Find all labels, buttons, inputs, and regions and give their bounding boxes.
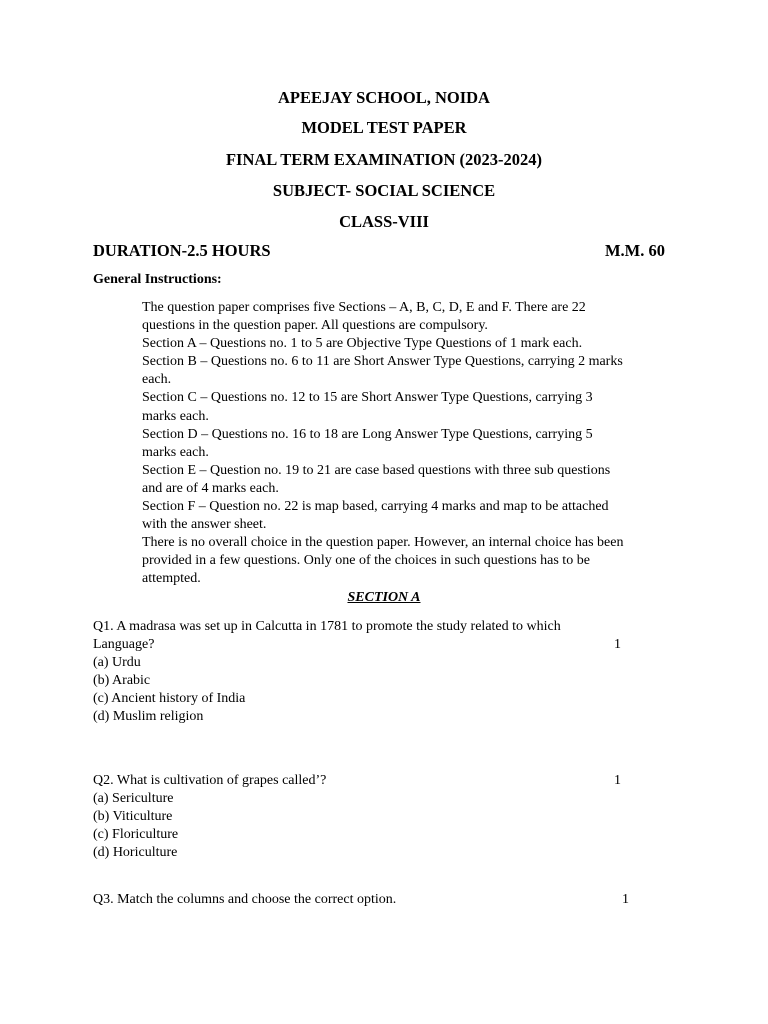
question-1 [93,618,633,727]
instruction-line: There is no overall choice in the question paper. However, an internal choice has been [142,535,624,551]
question-1-text: Q1. A madrasa was set up in Calcutta in 1781 to promote the study related to which [93,619,561,634]
question-2-option-d: (d) Horiculture [93,845,178,861]
exam-title: FINAL TERM EXAMINATION (2023-2024) [225,150,543,169]
class-title: CLASS-VIII [339,212,429,231]
question-1-option-a: (a) Urdu [93,655,141,671]
instruction-line: Section B – Questions no. 6 to 11 are Short Answer Type Questions, carrying 2 marks [142,354,623,370]
instruction-line: with the answer sheet. [142,517,267,533]
school-name: APEEJAY SCHOOL, NOIDA [278,88,490,107]
instruction-line: Section D – Questions no. 16 to 18 are Long Answer Type Questions, carrying 5 [142,426,593,442]
instruction-line: and are of 4 marks each. [142,480,279,496]
instruction-line: Section E – Question no. 19 to 21 are case based questions with three sub questions [142,462,611,478]
paper-title: MODEL TEST PAPER [301,118,467,137]
question-1-option-d: (d) Muslim religion [93,709,204,725]
question-3 [93,891,638,909]
question-1-option-b: (b) Arabic [93,673,151,689]
duration-row [93,241,665,263]
instruction-line: provided in a few questions. Only one of the choices in such questions has to be [142,553,590,569]
instructions-list [142,299,687,589]
instruction-line: marks each. [142,408,209,424]
question-2-option-c: (c) Floriculture [93,827,179,843]
question-1-mark: 1 [614,637,621,653]
question-2 [93,772,633,862]
question-2-option-b: (b) Viticulture [93,809,173,825]
instruction-line: Section A – Questions no. 1 to 5 are Objective Type Questions of 1 mark each. [142,336,583,352]
instruction-line: Section C – Questions no. 12 to 15 are Short Answer Type Questions, carrying 3 [142,390,593,406]
question-1-text-line2: Language? [93,637,155,653]
question-3-mark: 1 [622,892,629,907]
instruction-line: attempted. [142,571,201,587]
question-2-text: Q2. What is cultivation of grapes called’? [93,773,327,788]
question-3-text: Q3. Match the columns and choose the correct option. [93,892,397,907]
instruction-line: marks each. [142,444,209,460]
max-marks-label: M.M. 60 [604,241,665,260]
question-1-text-cont [93,636,633,654]
instruction-line: Section F – Question no. 22 is map based, carrying 4 marks and map to be attached [142,499,609,515]
duration-label: DURATION-2.5 HOURS [93,241,271,260]
question-2-row [93,772,633,790]
general-instructions-title: General Instructions: [93,272,222,287]
question-2-option-a: (a) Sericulture [93,791,174,807]
section-a-title: SECTION A [347,590,421,605]
question-3-row [93,891,638,909]
instruction-line: questions in the question paper. All questions are compulsory. [142,318,488,334]
subject-title: SUBJECT- SOCIAL SCIENCE [272,181,496,200]
question-1-option-c: (c) Ancient history of India [93,691,246,707]
instruction-line: each. [142,372,172,388]
question-2-mark: 1 [614,773,621,788]
instruction-line: The question paper comprises five Sections – A, B, C, D, E and F. There are 22 [142,300,586,315]
